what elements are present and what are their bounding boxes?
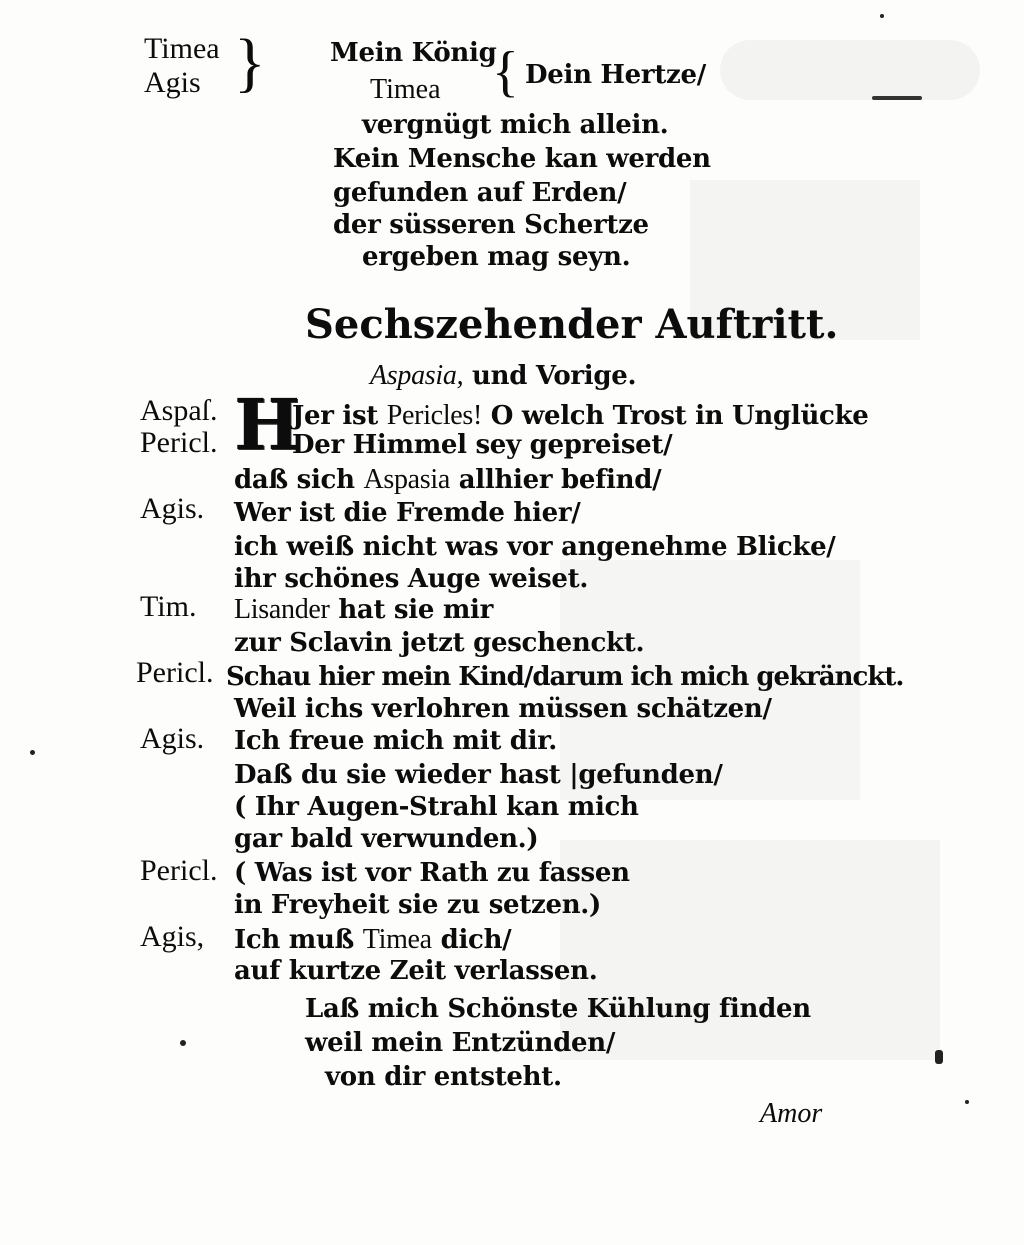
bleed-through-block xyxy=(720,40,980,100)
scene-title: Sechszehender Auftritt. xyxy=(305,301,839,348)
ink-speck xyxy=(935,1050,943,1064)
speaker-pericl-2: Pericl. xyxy=(136,656,214,689)
scene-persons-rest: und Vorige. xyxy=(463,361,637,391)
drop-cap: H xyxy=(234,383,301,466)
ink-speck xyxy=(30,750,35,755)
dialogue-line-3b: Aspasia xyxy=(363,464,450,495)
duet-line-5: gefunden auf Erden/ xyxy=(333,178,627,208)
dialogue-line-6: ihr schönes Auge weiset. xyxy=(234,564,589,594)
dialogue-line-11: Ich freue mich mit dir. xyxy=(234,726,558,756)
dialogue-line-7 xyxy=(234,596,493,624)
duet-line-1: Mein König xyxy=(330,38,497,68)
dialogue-line-17c: dich/ xyxy=(431,925,512,955)
speaker-agis: Agis xyxy=(144,66,201,99)
dialogue-line-1b: Pericles! xyxy=(386,400,483,431)
dialogue-line-19: Laß mich Schönste Kühlung finden xyxy=(305,994,811,1024)
dialogue-line-12: Daß du sie wieder hast |gefunden/ xyxy=(234,760,723,790)
dialogue-line-15: ( Was ist vor Rath zu fassen xyxy=(234,858,630,888)
dialogue-line-13: ( Ihr Augen-Strahl kan mich xyxy=(234,792,639,822)
dialogue-line-5: ich weiß nicht was vor angenehme Blicke/ xyxy=(234,532,836,562)
speaker-pericl-3: Pericl. xyxy=(140,854,218,887)
dialogue-line-1c: O welch Trost in Unglücke xyxy=(482,401,869,431)
duet-line-7: ergeben mag seyn. xyxy=(362,242,631,272)
duet-line-4: Kein Mensche kan werden xyxy=(333,144,711,174)
dialogue-line-16: in Freyheit sie zu setzen.) xyxy=(234,890,602,920)
dialogue-line-17 xyxy=(234,926,511,954)
scene-persons-aspasia: Aspasia, xyxy=(370,360,464,391)
dialogue-line-21: von dir entsteht. xyxy=(325,1062,562,1092)
duet-speaker-timea: Timea xyxy=(370,74,441,105)
speaker-timea: Timea xyxy=(144,32,220,65)
dialogue-line-2: Der Himmel sey gepreiset/ xyxy=(292,430,673,460)
dialogue-line-7a: Lisander xyxy=(234,594,330,625)
duet-line-3: vergnügt mich allein. xyxy=(362,110,669,140)
speaker-agis-2: Agis. xyxy=(140,722,205,755)
scene-persons xyxy=(370,362,636,390)
dialogue-line-17a: Ich muß xyxy=(234,925,363,955)
duet-line-6: der süsseren Schertze xyxy=(333,210,649,240)
dialogue-line-7b: hat sie mir xyxy=(329,595,494,625)
dialogue-line-3a: daß sich xyxy=(234,465,364,495)
catchword: Amor xyxy=(760,1098,823,1129)
dialogue-line-4: Wer ist die Fremde hier/ xyxy=(234,498,581,528)
dialogue-line-18: auf kurtze Zeit verlassen. xyxy=(234,956,598,986)
duet-line-1-right: Dein Hertze/ xyxy=(525,60,706,90)
dialogue-line-8: zur Sclavin jetzt geschenckt. xyxy=(234,628,645,658)
speaker-tim: Tim. xyxy=(140,590,197,623)
ink-speck xyxy=(180,1040,186,1046)
dialogue-line-14: gar bald verwunden.) xyxy=(234,824,539,854)
ink-speck xyxy=(872,96,922,100)
ink-speck xyxy=(880,14,884,18)
dialogue-line-3 xyxy=(234,466,661,494)
dialogue-line-3c: allhier befind/ xyxy=(450,465,662,495)
speaker-aspas: Aspaſ. xyxy=(140,394,218,427)
speaker-pericl: Pericl. xyxy=(140,426,218,459)
dialogue-line-1 xyxy=(292,402,869,430)
dialogue-line-10: Weil ichs verlohren müssen schätzen/ xyxy=(234,694,772,724)
dialogue-line-1a: Jer ist xyxy=(292,401,387,431)
speaker-agis-3: Agis, xyxy=(140,920,205,953)
brace-left: } xyxy=(234,26,266,99)
speaker-agis-1: Agis. xyxy=(140,492,205,525)
dialogue-line-9: Schau hier mein Kind/darum ich mich gekränckt. xyxy=(226,662,904,692)
dialogue-line-20: weil mein Entzünden/ xyxy=(305,1028,616,1058)
brace-mid: { xyxy=(492,41,519,103)
ink-speck xyxy=(965,1100,969,1104)
dialogue-line-17b: Timea xyxy=(362,924,432,955)
